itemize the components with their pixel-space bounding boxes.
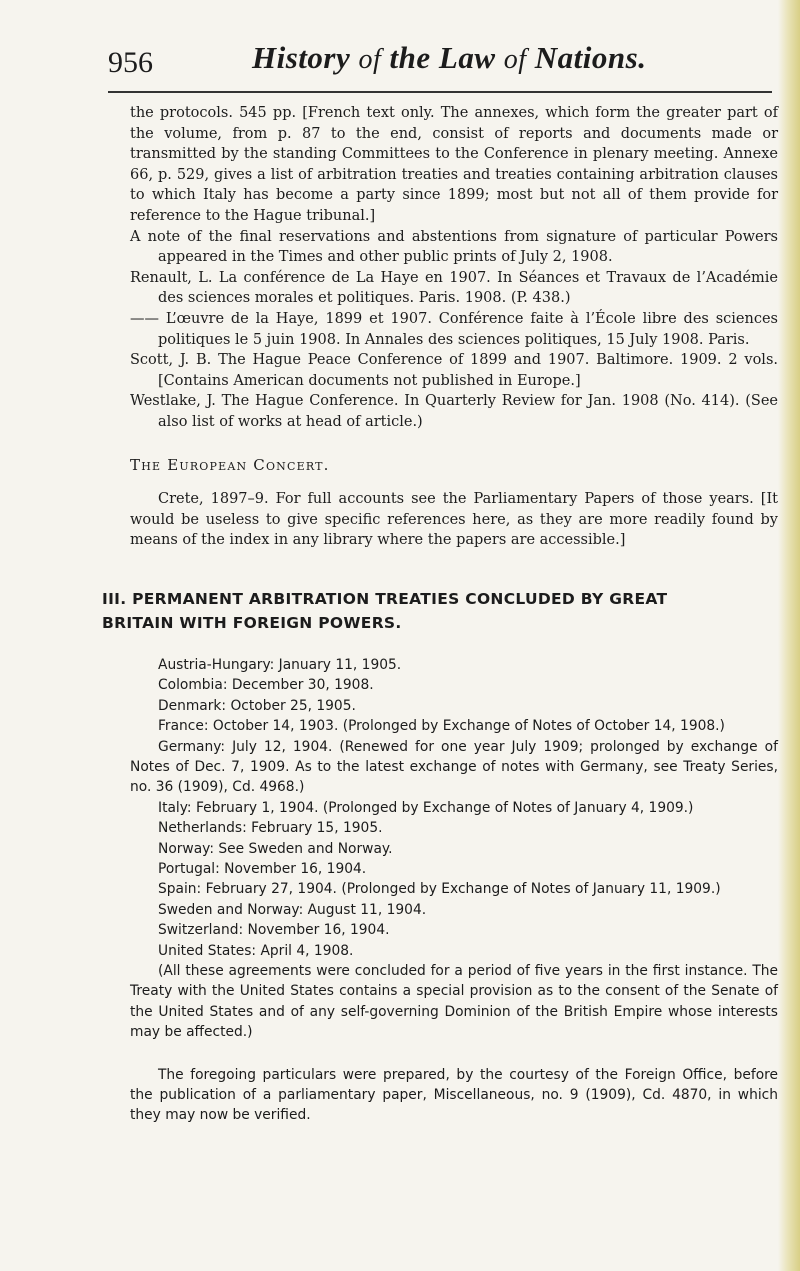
paragraph-final-reservations: A note of the final reservations and abstentions from signature of particular Powers appeared in the Times and other public prints of July 2, 1908.: [130, 228, 778, 266]
page-body: [102, 103, 778, 1126]
treaty-item: Denmark: October 25, 1905.: [158, 697, 356, 714]
treaty-item: United States: April 4, 1908.: [158, 942, 354, 959]
running-header: [0, 40, 800, 92]
closing-paragraph: The foregoing particulars were prepared, by the courtesy of the Foreign Office, before the publication of a parliamentary paper, Miscellaneous, no. 9 (1909), Cd. 4870, in which they may now be verified.: [130, 1066, 778, 1124]
entry-scott: Scott, J. B. The Hague Peace Conference of 1899 and 1907. Baltimore. 1909. 2 vols. [Contains American documents not published in Europe.]: [130, 352, 778, 389]
entry-renault-2: —— L’œuvre de la Haye, 1899 et 1907. Conférence faite à l’École libre des sciences politiques le 5 juin 1908. In Annales des sciences politiques, 15 July 1908. Paris.: [130, 310, 778, 348]
section-3-title: III. PERMANENT ARBITRATION TREATIES CONCLUDED BY GREAT BRITAIN WITH FOREIGN POWERS.: [102, 589, 668, 632]
treaty-item: Colombia: December 30, 1908.: [158, 677, 374, 694]
european-concert-heading: The European Concert.: [130, 455, 330, 474]
paragraph-protocols: the protocols. 545 pp. [French text only. The annexes, which form the greater part of the volume, from p. 87 to the end, consist of reports and documents made or transmitted by the standing Committees to the Conference in plenary meeting. Annexe 66, p. 529, gives a list of arbitration treaties and treaties containing arbitration clauses to which Italy has become a party since 1899; most but not all of them provide for reference to the Hague tribunal.]: [130, 105, 778, 224]
entry-westlake: Westlake, J. The Hague Conference. In Quarterly Review for Jan. 1908 (No. 414). (See also list of works at head of article.): [130, 393, 778, 430]
page-number: 956: [108, 46, 153, 79]
treaty-item: Spain: February 27, 1904. (Prolonged by Exchange of Notes of January 11, 1909.): [158, 881, 721, 898]
entry-renault-1: Renault, L. La conférence de La Haye en 1907. In Séances et Travaux de l’Académie des sciences morales et politiques. Paris. 1908. (P. 438.): [130, 269, 778, 307]
treaty-item: Italy: February 1, 1904. (Prolonged by Exchange of Notes of January 4, 1909.): [158, 799, 694, 816]
header-rule: [108, 91, 772, 93]
treaty-item: Austria-Hungary: January 11, 1905.: [158, 656, 402, 673]
treaty-item: Sweden and Norway: August 11, 1904.: [158, 901, 427, 918]
treaty-item: France: October 14, 1903. (Prolonged by Exchange of Notes of October 14, 1908.): [158, 718, 725, 735]
treaty-item: Portugal: November 16, 1904.: [158, 860, 367, 877]
page-edge-shadow: [778, 0, 800, 1271]
treaty-item: Netherlands: February 15, 1905.: [158, 820, 383, 837]
treaty-item: Germany: July 12, 1904. (Renewed for one year July 1909; prolonged by exchange of Notes of Dec. 7, 1909. As to the latest exchange of notes with Germany, see Treaty Series, no. 36 (1909), Cd. 4968.): [130, 738, 778, 796]
running-title: History of the Law of Nations.: [252, 40, 647, 75]
treaty-note: (All these agreements were concluded for a period of five years in the first instance. The Treaty with the United States contains a special provision as to the consent of the Senate of the United States and of any self-governing Dominion of the British Empire whose interests may be affected.): [130, 962, 778, 1041]
treaty-list: [130, 655, 778, 1043]
european-concert-text: Crete, 1897–9. For full accounts see the Parliamentary Papers of those years. [It would be useless to give specific references here, as they are more readily found by means of the index in any library where the papers are accessible.]: [130, 491, 778, 549]
treaty-item: Norway: See Sweden and Norway.: [158, 840, 393, 857]
treaty-item: Switzerland: November 16, 1904.: [158, 922, 390, 939]
